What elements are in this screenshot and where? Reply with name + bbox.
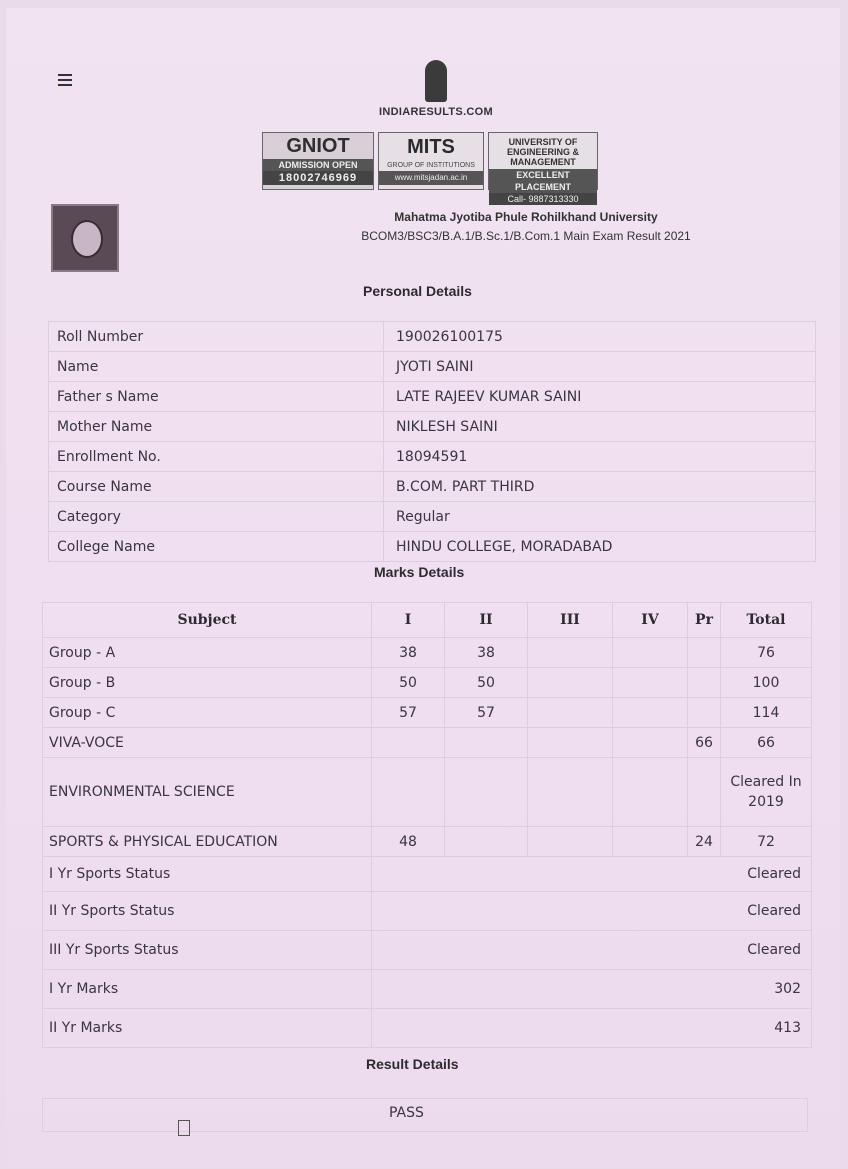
col-total: Total <box>721 603 812 638</box>
mark-total: 66 <box>721 728 812 758</box>
row-value: HINDU COLLEGE, MORADABAD <box>384 532 816 562</box>
mark-total: 100 <box>721 668 812 698</box>
mark-iv <box>613 668 688 698</box>
mark-i: 38 <box>372 638 445 668</box>
mark-iii <box>528 668 613 698</box>
row-value: 18094591 <box>384 442 816 472</box>
summary-value: Cleared <box>372 892 812 931</box>
row-label: Roll Number <box>49 322 384 352</box>
table-header-row <box>43 603 812 638</box>
mark-iv <box>613 698 688 728</box>
mark-pr: 66 <box>688 728 721 758</box>
summary-row <box>43 857 812 892</box>
row-value: B.COM. PART THIRD <box>384 472 816 502</box>
summary-label: III Yr Sports Status <box>43 931 372 970</box>
result-status: PASS <box>389 1105 424 1121</box>
mark-pr <box>688 668 721 698</box>
table-row <box>43 638 812 668</box>
subject-cell: ENVIRONMENTAL SCIENCE <box>43 758 372 827</box>
summary-row <box>43 931 812 970</box>
summary-value: Cleared <box>372 931 812 970</box>
ad-uem-placement: EXCELLENT PLACEMENT <box>489 169 597 193</box>
col-i: I <box>372 603 445 638</box>
ad-gniot[interactable] <box>262 132 374 190</box>
row-value: JYOTI SAINI <box>384 352 816 382</box>
table-row <box>49 412 816 442</box>
mark-total: 114 <box>721 698 812 728</box>
summary-label: II Yr Sports Status <box>43 892 372 931</box>
table-row <box>43 758 812 827</box>
university-heading <box>346 210 706 243</box>
mark-pr: 24 <box>688 827 721 857</box>
mark-i: 50 <box>372 668 445 698</box>
mark-total: 72 <box>721 827 812 857</box>
ad-uem[interactable] <box>488 132 598 204</box>
ad-gniot-phone: 18002746969 <box>263 171 373 185</box>
mark-iv <box>613 827 688 857</box>
result-box <box>42 1098 808 1132</box>
ad-gniot-name: GNIOT <box>286 135 350 157</box>
site-logo[interactable] <box>376 60 496 118</box>
mark-iii <box>528 758 613 827</box>
summary-value: Cleared <box>372 857 812 892</box>
mark-pr <box>688 758 721 827</box>
mark-i: 57 <box>372 698 445 728</box>
row-label: Course Name <box>49 472 384 502</box>
col-subject: Subject <box>43 603 372 638</box>
site-logo-mark <box>425 60 447 102</box>
subject-cell: Group - B <box>43 668 372 698</box>
ad-gniot-admission: ADMISSION OPEN <box>263 159 373 171</box>
print-icon[interactable] <box>178 1120 190 1136</box>
subject-cell: Group - C <box>43 698 372 728</box>
table-row <box>43 668 812 698</box>
personal-details-table <box>48 321 816 562</box>
personal-details-heading: Personal Details <box>363 283 472 299</box>
summary-value: 413 <box>372 1009 812 1048</box>
ad-mits-group: GROUP OF INSTITUTIONS <box>387 162 475 169</box>
row-label: Enrollment No. <box>49 442 384 472</box>
summary-row <box>43 1009 812 1048</box>
col-iii: III <box>528 603 613 638</box>
result-details-heading: Result Details <box>366 1056 459 1072</box>
mark-ii <box>445 758 528 827</box>
table-row <box>49 472 816 502</box>
row-value: LATE RAJEEV KUMAR SAINI <box>384 382 816 412</box>
mark-i <box>372 728 445 758</box>
row-value: Regular <box>384 502 816 532</box>
mark-iv <box>613 728 688 758</box>
university-logo <box>51 204 119 272</box>
summary-label: II Yr Marks <box>43 1009 372 1048</box>
summary-label: I Yr Sports Status <box>43 857 372 892</box>
mark-ii: 50 <box>445 668 528 698</box>
mark-iii <box>528 827 613 857</box>
row-label: Father s Name <box>49 382 384 412</box>
mark-pr <box>688 638 721 668</box>
mark-iv <box>613 638 688 668</box>
row-label: Mother Name <box>49 412 384 442</box>
mark-total: Cleared In 2019 <box>721 758 812 827</box>
ad-banners <box>262 132 598 204</box>
exam-title: BCOM3/BSC3/B.A.1/B.Sc.1/B.Com.1 Main Exam Result 2021 <box>361 229 691 243</box>
result-page <box>6 8 840 1166</box>
mark-iv <box>613 758 688 827</box>
table-row <box>43 728 812 758</box>
university-name: Mahatma Jyotiba Phule Rohilkhand University <box>394 210 658 224</box>
ad-mits[interactable] <box>378 132 484 190</box>
mark-iii <box>528 638 613 668</box>
table-row <box>49 442 816 472</box>
mark-total: 76 <box>721 638 812 668</box>
row-label: Name <box>49 352 384 382</box>
table-row <box>49 322 816 352</box>
summary-value: 302 <box>372 970 812 1009</box>
table-row <box>43 827 812 857</box>
mark-pr <box>688 698 721 728</box>
subject-cell: Group - A <box>43 638 372 668</box>
mark-ii <box>445 728 528 758</box>
summary-row <box>43 970 812 1009</box>
mark-ii: 38 <box>445 638 528 668</box>
ad-uem-call: Call- 9887313330 <box>489 193 597 205</box>
mark-i: 48 <box>372 827 445 857</box>
summary-label: I Yr Marks <box>43 970 372 1009</box>
table-row <box>43 698 812 728</box>
mark-ii: 57 <box>445 698 528 728</box>
ad-mits-name: MITS <box>407 136 455 158</box>
mark-iii <box>528 728 613 758</box>
subject-cell: SPORTS & PHYSICAL EDUCATION <box>43 827 372 857</box>
table-row <box>49 382 816 412</box>
ad-uem-name: UNIVERSITY OF ENGINEERING & MANAGEMENT <box>506 137 579 167</box>
subject-cell: VIVA-VOCE <box>43 728 372 758</box>
menu-icon[interactable] <box>58 74 72 89</box>
row-value: 190026100175 <box>384 322 816 352</box>
col-pr: Pr <box>688 603 721 638</box>
marks-details-heading: Marks Details <box>374 564 465 580</box>
table-row <box>49 502 816 532</box>
col-ii: II <box>445 603 528 638</box>
row-label: College Name <box>49 532 384 562</box>
mark-i <box>372 758 445 827</box>
row-label: Category <box>49 502 384 532</box>
ad-mits-web: www.mitsjadan.ac.in <box>379 171 483 185</box>
table-row <box>49 352 816 382</box>
summary-row <box>43 892 812 931</box>
mark-ii <box>445 827 528 857</box>
mark-iii <box>528 698 613 728</box>
site-name: INDIARESULTS.COM <box>379 106 493 118</box>
row-value: NIKLESH SAINI <box>384 412 816 442</box>
marks-details-table <box>42 602 812 1048</box>
col-iv: IV <box>613 603 688 638</box>
table-row <box>49 532 816 562</box>
